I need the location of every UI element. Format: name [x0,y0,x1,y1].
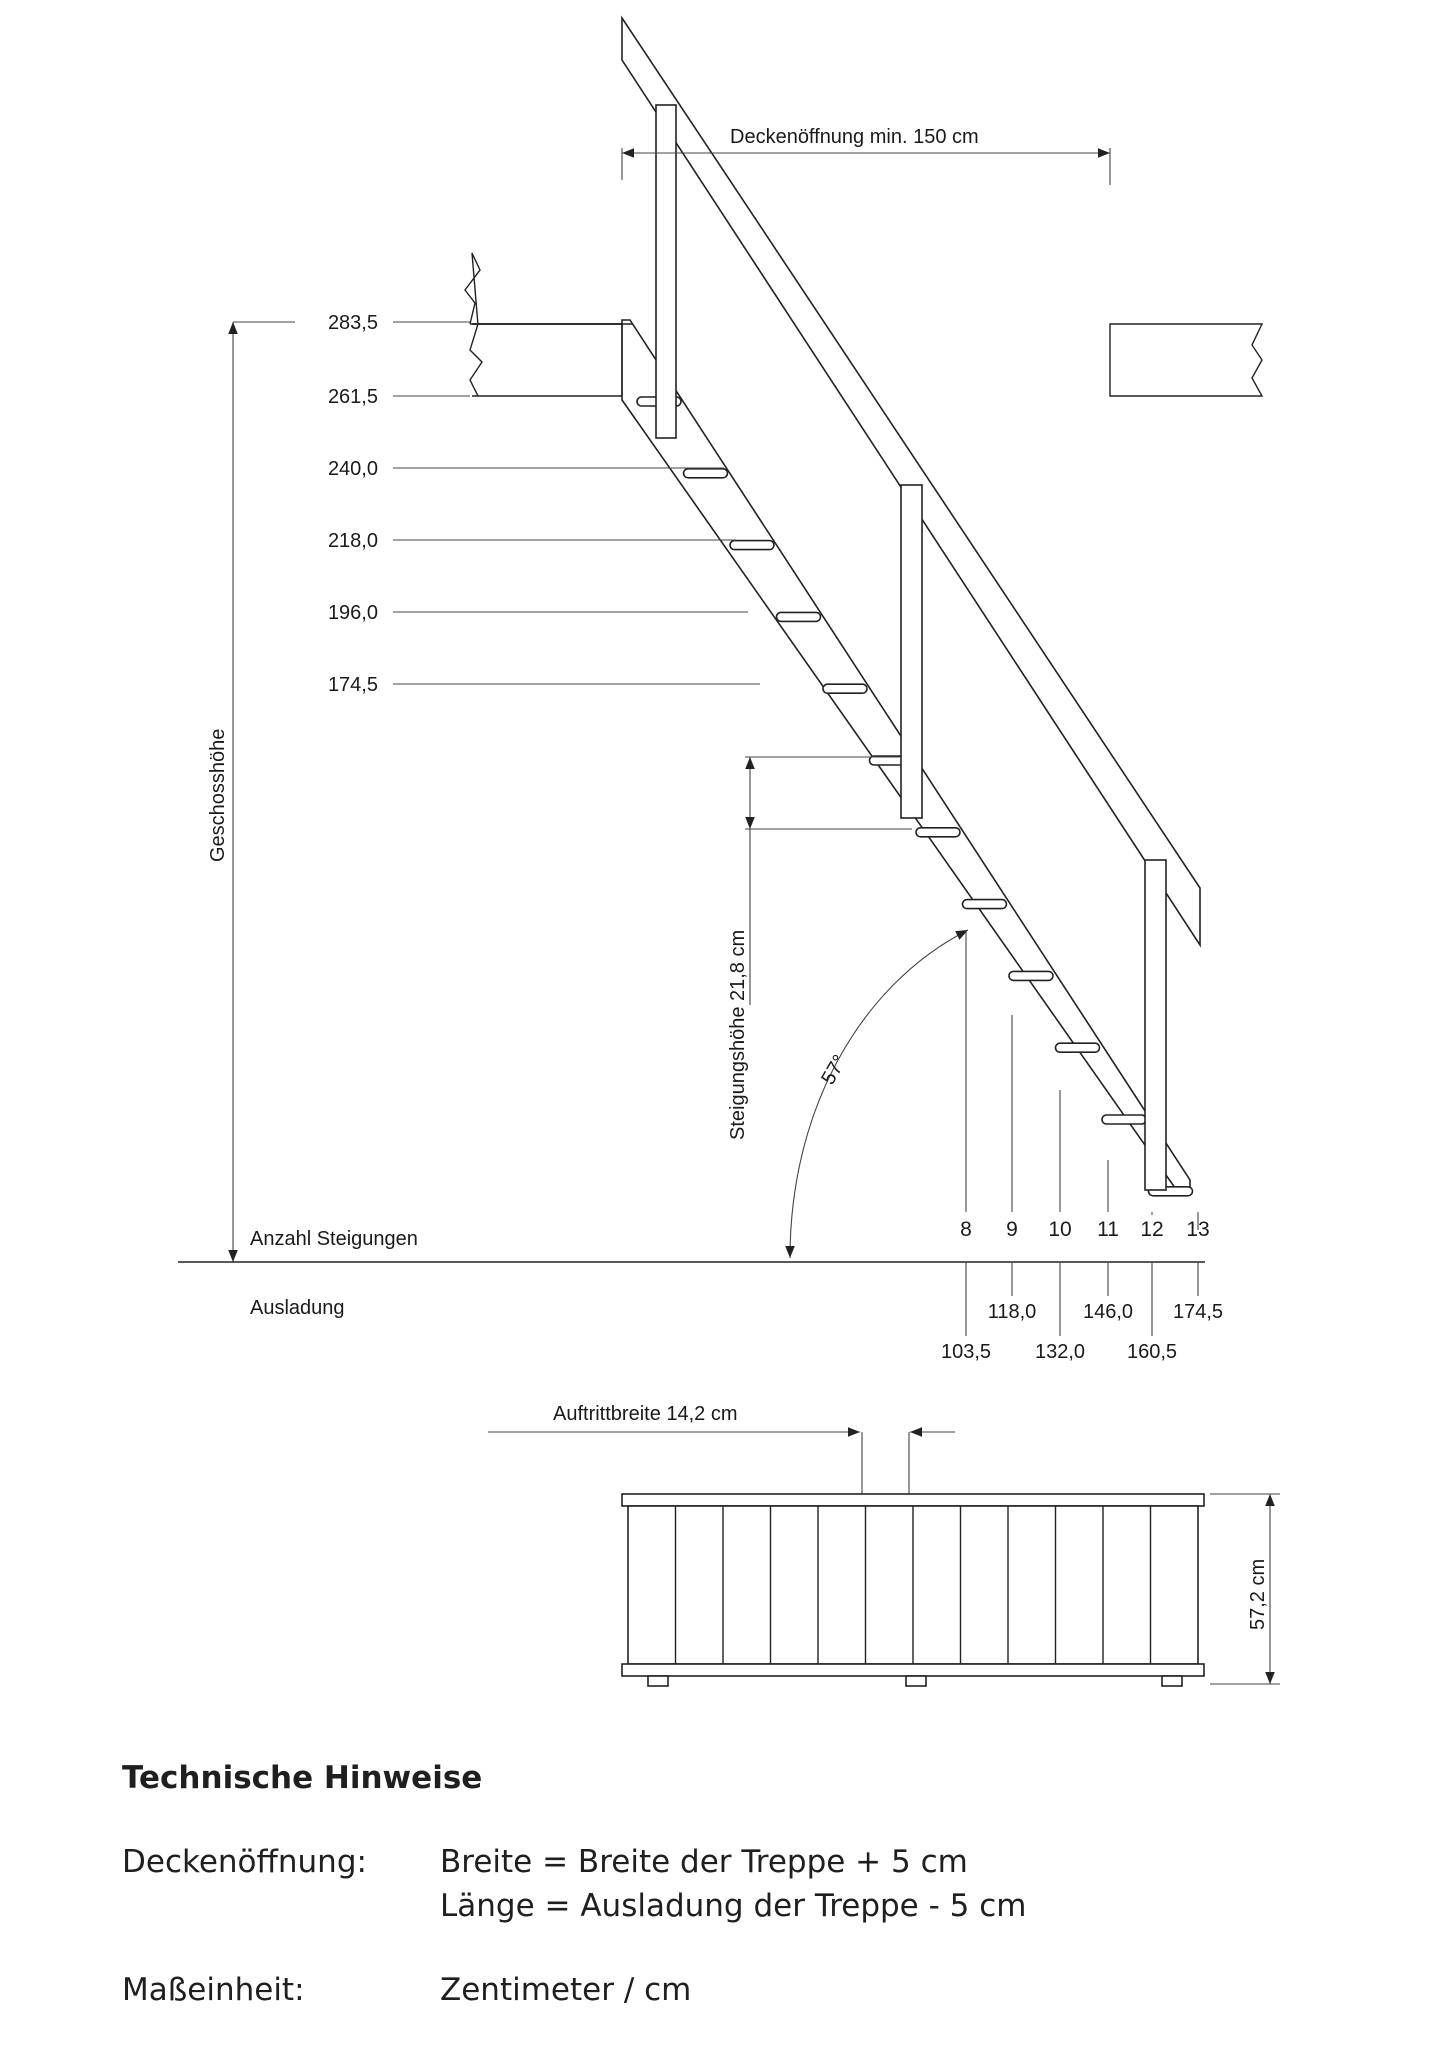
angle-indicator [790,930,968,1258]
post-top [656,105,676,438]
tread-width-label: Auftrittbreite 14,2 cm [553,1403,738,1425]
projection-lower-2: 160,5 [1126,1341,1178,1363]
rise-height-dimension [727,757,912,1140]
foot-left [648,1676,668,1686]
note-label-unit: Maßeinheit: [122,1972,305,2008]
height-label-2: 240,0 [327,458,378,480]
step-number-8: 8 [960,1218,972,1241]
top-view [488,1403,1280,1686]
note-ceiling-opening [122,1840,1322,1928]
step-number-10: 10 [1048,1218,1072,1241]
notes-title: Technische Hinweise [122,1760,483,1796]
foot-middle [906,1676,926,1686]
rise-height-label: Steigungshöhe 21,8 cm [727,929,749,1140]
foot-right [1162,1676,1182,1686]
number-of-rises-label: Anzahl Steigungen [250,1228,418,1250]
note-unit [122,1968,1322,2012]
ceiling-opening-label: Deckenöffnung min. 150 cm [730,126,979,148]
projection-lower-0: 103,5 [940,1341,992,1363]
note-value-length: Länge = Ausladung der Treppe - 5 cm [440,1888,1027,1924]
projection-lower-1: 132,0 [1034,1341,1086,1363]
ceiling-slab-left [465,253,633,396]
step-number-12: 12 [1140,1218,1164,1241]
floor-height-dimension [207,322,295,1262]
side-view [178,18,1262,1363]
tread-5 [823,684,867,693]
stair-width-label: 57,2 cm [1247,1558,1269,1630]
tread-10 [1056,1043,1100,1052]
projection-upper-2: 174,5 [1172,1301,1224,1323]
height-label-5: 174,5 [327,674,378,696]
projection-values-upper [988,1262,1223,1323]
projection-upper-0: 118,0 [987,1301,1037,1323]
technical-notes [122,1760,1322,2052]
height-label-4: 196,0 [327,602,378,624]
post-middle [901,485,922,818]
floor-height-label: Geschosshöhe [207,728,229,862]
note-value-width: Breite = Breite der Treppe + 5 cm [440,1844,968,1880]
note-value-unit: Zentimeter / cm [440,1972,692,2008]
post-bottom [1145,860,1166,1190]
tread-7 [916,828,960,837]
tread-3 [730,541,774,550]
ceiling-slab-right [1110,324,1262,396]
projection-values-lower [941,1262,1177,1363]
tread-8 [963,900,1007,909]
step-number-13: 13 [1186,1218,1210,1241]
height-label-1: 261,5 [327,386,378,408]
tread-width-dimension [488,1403,955,1495]
height-label-0: 283,5 [327,312,378,334]
projection-upper-1: 146,0 [1082,1301,1134,1323]
tread-11 [1102,1115,1146,1124]
angle-label: 57° [817,1051,852,1089]
stair-plan [622,1494,1204,1686]
stair-width-dimension [1210,1494,1280,1684]
height-label-3: 218,0 [327,530,378,552]
tread-9 [1009,971,1053,980]
step-number-11: 11 [1097,1218,1119,1241]
tread-2 [684,469,728,478]
projection-label: Ausladung [250,1297,345,1319]
step-number-9: 9 [1006,1218,1018,1241]
step-numbers [960,1218,1210,1241]
note-label-ceiling-opening: Deckenöffnung: [122,1844,367,1880]
tread-4 [777,612,821,621]
